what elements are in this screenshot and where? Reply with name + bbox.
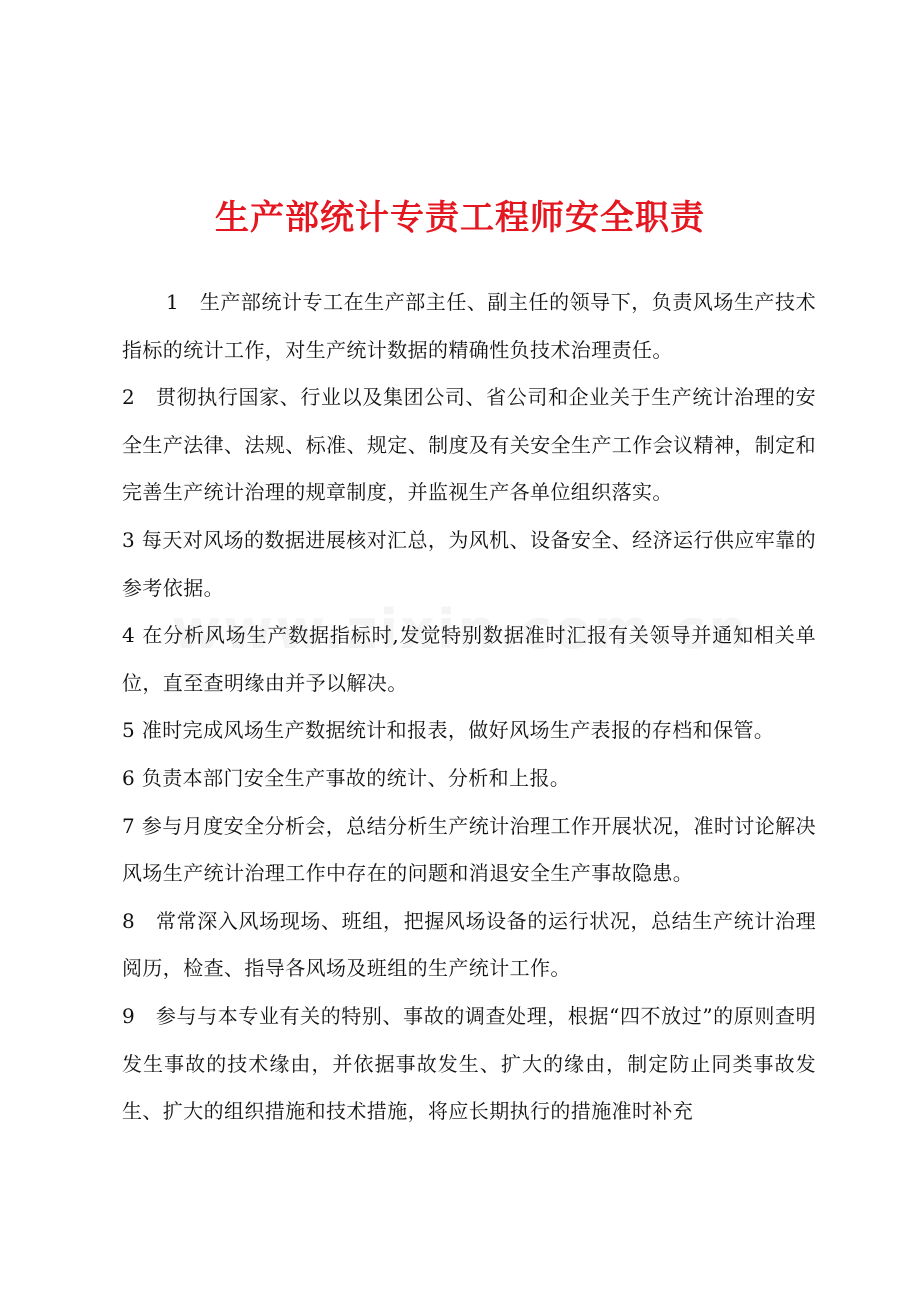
paragraph-8: 8 常常深入风场现场、班组，把握风场设备的运行状况，总结生产统计治理阅历，检查、指导各风场及班组的生产统计工作。 [122,908,816,981]
page-title: 生产部统计专责工程师安全职责 [215,198,705,238]
paragraph-3: 3 每天对风场的数据进展核对汇总，为风机、设备安全、经济运行供应牢靠的参考依据。 [122,527,816,600]
paragraph-5: 5 准时完成风场生产数据统计和报表，做好风场生产表报的存档和保管。 [122,718,775,743]
document-body [122,279,816,1136]
paragraph-7: 7 参与月度安全分析会，总结分析生产统计治理工作开展状况，准时讨论解决风场生产统计治理工作中存在的问题和消退安全生产事故隐患。 [122,813,816,886]
paragraph-2: 2 贯彻执行国家、行业以及集团公司、省公司和企业关于生产统计治理的安全生产法律、法规、标准、规定、制度及有关安全生产工作会议精神，制定和完善生产统计治理的规章制度，并监视生产各单位组织落实。 [122,385,816,505]
paragraph-9: 9 参与与本专业有关的特别、事故的调查处理，根据“四不放过”的原则查明发生事故的技术缘由，并依据事故发生、扩大的缘由，制定防止同类事故发生、扩大的组织措施和技术措施，将应长期执行的措施准时补充 [122,1003,816,1124]
paragraph-6: 6 负责本部门安全生产事故的统计、分析和上报。 [122,765,571,790]
paragraph-4: 4 在分析风场生产数据指标时,发觉特别数据准时汇报有关领导并通知相关单位，直至查明缘由并予以解决。 [122,623,816,695]
paragraph-1: 1 生产部统计专工在生产部主任、副主任的领导下，负责风场生产技术指标的统计工作，对生产统计数据的精确性负技术治理责任。 [122,290,816,362]
